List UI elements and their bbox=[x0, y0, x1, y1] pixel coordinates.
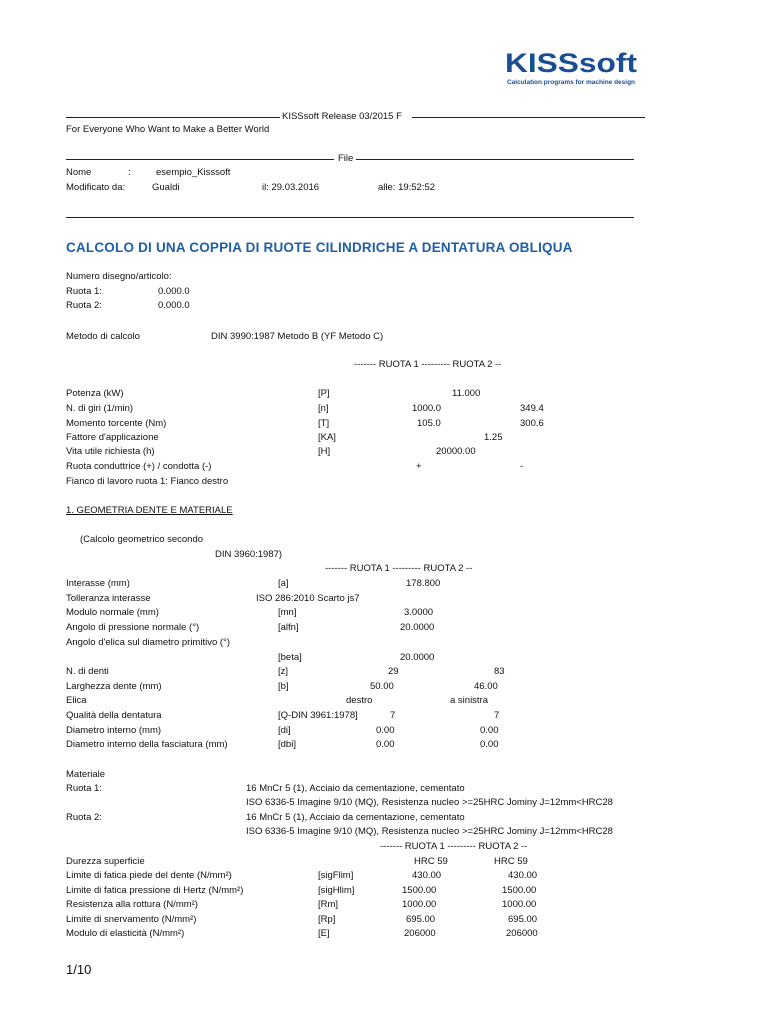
momento-sym: [T] bbox=[318, 418, 330, 429]
diam-fasc-sym: [dbi] bbox=[278, 739, 296, 750]
method-value: DIN 3990:1987 Metodo B (YF Metodo C) bbox=[211, 331, 384, 342]
vita-value: 20000.00 bbox=[436, 446, 476, 457]
beta-value: 20.0000 bbox=[400, 652, 435, 663]
durezza-v2: HRC 59 bbox=[494, 856, 528, 867]
material-r2-line1: 16 MnCr 5 (1), Acciaio da cementazione, cementato bbox=[246, 812, 465, 823]
elica-angolo-label: Angolo d'elica sul diametro primitivo (°) bbox=[66, 637, 231, 648]
pressione-value: 20.0000 bbox=[400, 622, 435, 633]
elasticita-v2: 206000 bbox=[506, 928, 538, 939]
svg-text:KISSsoft: KISSsoft bbox=[505, 48, 638, 78]
elica-label: Elica bbox=[66, 695, 87, 706]
modulo-value: 3.0000 bbox=[404, 607, 434, 618]
drawing-r1-label: Ruota 1: bbox=[66, 286, 102, 297]
potenza-label: Potenza (kW) bbox=[66, 388, 124, 399]
modulo-sym: [mn] bbox=[278, 607, 297, 618]
denti-v2: 83 bbox=[494, 666, 505, 677]
header-rule-left bbox=[66, 117, 280, 118]
header-bottom-rule bbox=[66, 217, 634, 218]
diam-fasc-v2: 0.00 bbox=[480, 739, 499, 750]
method-label: Metodo di calcolo bbox=[66, 331, 140, 342]
rottura-sym: [Rm] bbox=[318, 899, 339, 910]
file-rule-left bbox=[66, 159, 334, 160]
qualita-v1: 7 bbox=[390, 710, 396, 721]
material-r1-label: Ruota 1: bbox=[66, 783, 102, 794]
diam-int-v1: 0.00 bbox=[376, 725, 395, 736]
denti-label: N. di denti bbox=[66, 666, 109, 677]
name-label: Nome bbox=[66, 167, 92, 178]
drawing-label: Numero disegno/articolo: bbox=[66, 271, 172, 282]
fianco-label: Fianco di lavoro ruota 1: Fianco destro bbox=[66, 476, 229, 487]
name-colon: : bbox=[128, 167, 131, 178]
page-title: CALCOLO DI UNA COPPIA DI RUOTE CILINDRICHE A DENTATURA OBLIQUA bbox=[66, 240, 573, 255]
kisssoft-logo bbox=[505, 46, 640, 92]
rottura-v2: 1000.00 bbox=[502, 899, 537, 910]
modulo-label: Modulo normale (mm) bbox=[66, 607, 159, 618]
fatica-piede-sym: [sigFlim] bbox=[318, 870, 354, 881]
geometry-column-header: ------- RUOTA 1 --------- RUOTA 2 -- bbox=[325, 563, 473, 574]
vita-label: Vita utile richiesta (h) bbox=[66, 446, 155, 457]
column-header: ------- RUOTA 1 --------- RUOTA 2 -- bbox=[354, 359, 502, 370]
diam-int-v2: 0.00 bbox=[480, 725, 499, 736]
larghezza-v2: 46.00 bbox=[474, 681, 498, 692]
qualita-v2: 7 bbox=[494, 710, 500, 721]
fattore-value: 1.25 bbox=[484, 432, 503, 443]
giri-v2: 349.4 bbox=[520, 403, 544, 414]
elica-v1: destro bbox=[346, 695, 373, 706]
larghezza-v1: 50.00 bbox=[370, 681, 394, 692]
qualita-label: Qualità della dentatura bbox=[66, 710, 162, 721]
interasse-label: Interasse (mm) bbox=[66, 578, 130, 589]
elica-v2: a sinistra bbox=[450, 695, 489, 706]
conduttrice-v2: - bbox=[520, 461, 524, 472]
diam-fasc-label: Diametro interno della fasciatura (mm) bbox=[66, 739, 228, 750]
potenza-value: 11.000 bbox=[452, 388, 481, 399]
fatica-piede-label: Limite di fatica piede del dente (N/mm²) bbox=[66, 870, 232, 881]
tolleranza-label: Tolleranza interasse bbox=[66, 593, 151, 604]
diam-int-sym: [di] bbox=[278, 725, 291, 736]
slogan: For Everyone Who Want to Make a Better World bbox=[66, 124, 270, 135]
drawing-r2-label: Ruota 2: bbox=[66, 300, 102, 311]
momento-v1: 105.0 bbox=[417, 418, 441, 429]
fatica-hertz-v1: 1500.00 bbox=[402, 885, 437, 896]
potenza-sym: [P] bbox=[318, 388, 330, 399]
tolleranza-value: ISO 286:2010 Scarto js7 bbox=[256, 593, 360, 604]
fatica-piede-v2: 430.00 bbox=[508, 870, 538, 881]
modified-time: alle: 19:52:52 bbox=[378, 182, 436, 193]
pressione-sym: [alfn] bbox=[278, 622, 299, 633]
drawing-r1-value: 0.000.0 bbox=[158, 286, 190, 297]
qualita-sym: [Q-DIN 3961:1978] bbox=[278, 710, 358, 721]
snervamento-v2: 695.00 bbox=[508, 914, 538, 925]
material-r2-label: Ruota 2: bbox=[66, 812, 102, 823]
snervamento-v1: 695.00 bbox=[406, 914, 436, 925]
giri-label: N. di giri (1/min) bbox=[66, 403, 134, 414]
conduttrice-label: Ruota conduttrice (+) / condotta (-) bbox=[66, 461, 212, 472]
durezza-v1: HRC 59 bbox=[414, 856, 448, 867]
material-r1-line2: ISO 6336-5 Imagine 9/10 (MQ), Resistenza nucleo >=25HRC Jominy J=12mm<HRC28 bbox=[246, 797, 613, 808]
elasticita-sym: [E] bbox=[318, 928, 330, 939]
conduttrice-v1: + bbox=[416, 461, 422, 472]
fattore-sym: [KA] bbox=[318, 432, 336, 443]
section-geometry-title: 1. GEOMETRIA DENTE E MATERIALE bbox=[66, 505, 233, 516]
file-rule-right bbox=[356, 159, 634, 160]
giri-v1: 1000.0 bbox=[412, 403, 442, 414]
file-label: File bbox=[338, 153, 354, 164]
modified-by: Gualdi bbox=[152, 182, 180, 193]
fatica-hertz-v2: 1500.00 bbox=[502, 885, 537, 896]
fatica-piede-v1: 430.00 bbox=[412, 870, 442, 881]
elasticita-label: Modulo di elasticità (N/mm²) bbox=[66, 928, 185, 939]
name-value: esempio_Kisssoft bbox=[156, 167, 231, 178]
larghezza-sym: [b] bbox=[278, 681, 289, 692]
vita-sym: [H] bbox=[318, 446, 331, 457]
rottura-label: Resistenza alla rottura (N/mm²) bbox=[66, 899, 198, 910]
denti-sym: [z] bbox=[278, 666, 289, 677]
larghezza-label: Larghezza dente (mm) bbox=[66, 681, 162, 692]
momento-v2: 300.6 bbox=[520, 418, 544, 429]
giri-sym: [n] bbox=[318, 403, 329, 414]
header-rule-right bbox=[412, 117, 645, 118]
geometry-note-1: (Calcolo geometrico secondo bbox=[80, 534, 204, 545]
geometry-note-2: DIN 3960:1987) bbox=[215, 549, 283, 560]
modified-date: il: 29.03.2016 bbox=[262, 182, 320, 193]
beta-sym: [beta] bbox=[278, 652, 302, 663]
fattore-label: Fattore d'applicazione bbox=[66, 432, 159, 443]
denti-v1: 29 bbox=[388, 666, 399, 677]
drawing-r2-value: 0.000.0 bbox=[158, 300, 190, 311]
durezza-label: Durezza superficie bbox=[66, 856, 145, 867]
snervamento-label: Limite di snervamento (N/mm²) bbox=[66, 914, 197, 925]
pressione-label: Angolo di pressione normale (°) bbox=[66, 622, 200, 633]
diam-fasc-v1: 0.00 bbox=[376, 739, 395, 750]
fatica-hertz-sym: [sigHlim] bbox=[318, 885, 355, 896]
momento-label: Momento torcente (Nm) bbox=[66, 418, 167, 429]
logo-tagline: Calculation programs for machine design bbox=[507, 79, 636, 86]
elasticita-v1: 206000 bbox=[404, 928, 436, 939]
rottura-v1: 1000.00 bbox=[402, 899, 437, 910]
material-r1-line1: 16 MnCr 5 (1), Acciaio da cementazione, cementato bbox=[246, 783, 465, 794]
snervamento-sym: [Rp] bbox=[318, 914, 336, 925]
modified-label: Modificato da: bbox=[66, 182, 126, 193]
interasse-sym: [a] bbox=[278, 578, 289, 589]
material-column-header: ------- RUOTA 1 --------- RUOTA 2 -- bbox=[380, 841, 528, 852]
fatica-hertz-label: Limite di fatica pressione di Hertz (N/mm²) bbox=[66, 885, 244, 896]
page-number: 1/10 bbox=[66, 962, 92, 977]
interasse-value: 178.800 bbox=[406, 578, 441, 589]
release-label: KISSsoft Release 03/2015 F bbox=[282, 111, 402, 122]
material-r2-line2: ISO 6336-5 Imagine 9/10 (MQ), Resistenza nucleo >=25HRC Jominy J=12mm<HRC28 bbox=[246, 826, 613, 837]
diam-int-label: Diametro interno (mm) bbox=[66, 725, 162, 736]
material-label: Materiale bbox=[66, 769, 106, 780]
